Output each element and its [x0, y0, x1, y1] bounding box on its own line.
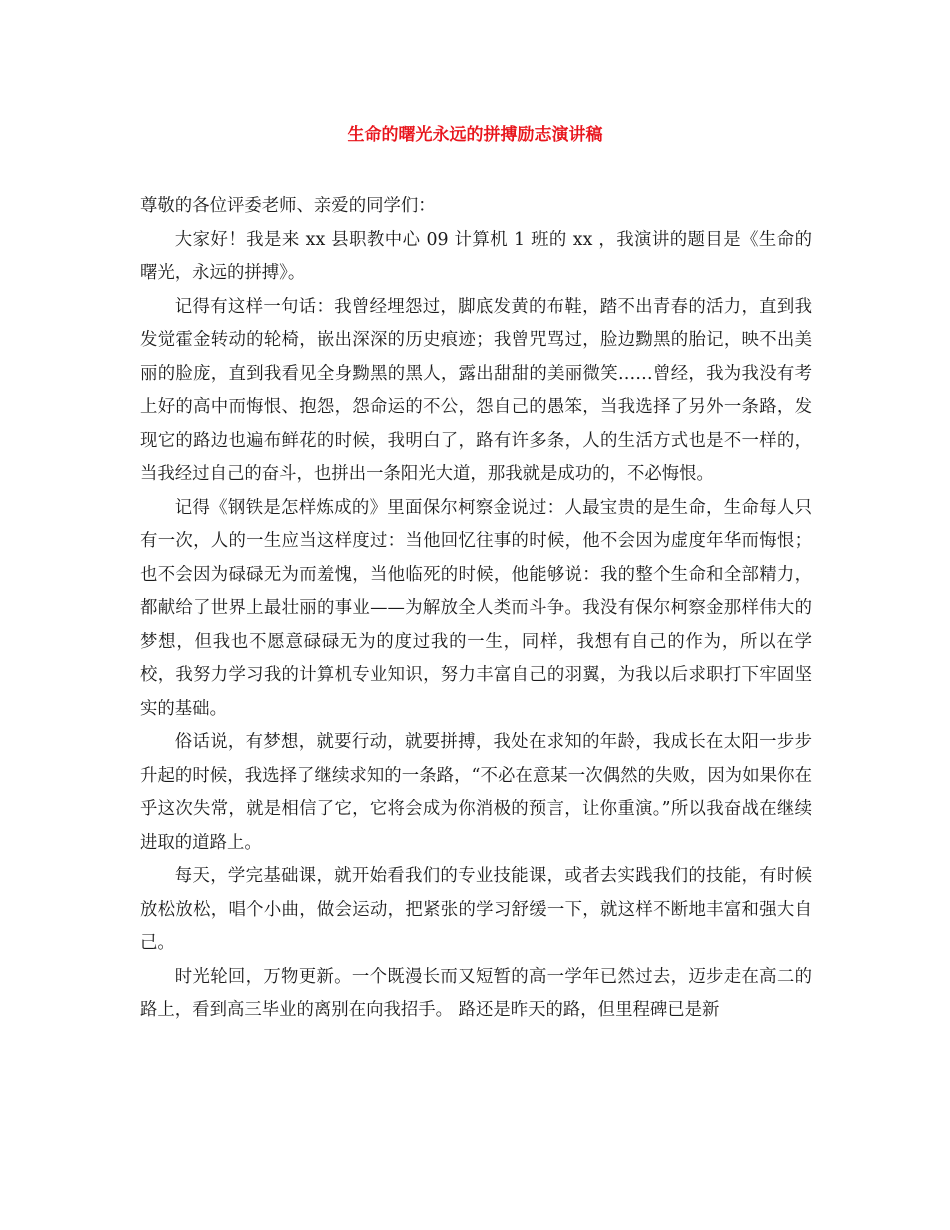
paragraph-4: 俗话说，有梦想，就要行动，就要拼搏，我处在求知的年龄，我成长在太阳一步步升起的时候，我选择了继续求知的一条路，“不必在意某一次偶然的失败，因为如果你在乎这次失常，就是相信了它，它将会成为你消极的预言，让你重演。”所以我奋战在继续进取的道路上。 [140, 732, 812, 853]
paragraph-3: 记得《钢铁是怎样炼成的》里面保尔柯察金说过：人最宝贵的是生命，生命每人只有一次，人的一生应当这样度过：当他回忆往事的时候，他不会因为虚度年华而悔恨；也不会因为碌碌无为而羞愧，当他临死的时候，他能够说：我的整个生命和全部精力，都献给了世界上最壮丽的事业——为解放全人类而斗争。我没有保尔柯察金那样伟大的梦想，但我也不愿意碌碌无为的度过我的一生，同样，我想有自己的作为，所以在学校，我努力学习我的计算机专业知识，努力丰富自己的羽翼，为我以后求职打下牢固坚实的基础。 [140, 497, 812, 719]
greeting-line: 尊敬的各位评委老师、亲爱的同学们： [140, 196, 436, 216]
paragraph-6: 时光轮回，万物更新。一个既漫长而又短暂的高一学年已然过去，迈步走在高二的路上，看到高三毕业的离别在向我招手。 路还是昨天的路，但里程碑已是新 [140, 966, 812, 1020]
document-title: 生命的曙光永远的拼搏励志演讲稿 [347, 125, 603, 145]
paragraph-5: 每天，学完基础课，就开始看我们的专业技能课，或者去实践我们的技能，有时候放松放松，唱个小曲，做会运动，把紧张的学习舒缓一下，就这样不断地丰富和强大自己。 [140, 866, 812, 953]
speech-body [140, 190, 812, 1028]
paragraph-2: 记得有这样一句话：我曾经埋怨过，脚底发黄的布鞋，踏不出青春的活力，直到我发觉霍金转动的轮椅，嵌出深深的历史痕迹；我曾咒骂过，脸边黝黑的胎记，映不出美丽的脸庞，直到我看见全身黝黑的黑人，露出甜甜的美丽微笑……曾经，我为我没有考上好的高中而悔恨、抱怨，怨命运的不公，怨自己的愚笨，当我选择了另外一条路，发现它的路边也遍布鲜花的时候，我明白了，路有许多条，人的生活方式也是不一样的，当我经过自己的奋斗，也拼出一条阳光大道，那我就是成功的，不必悔恨。 [140, 296, 812, 484]
paragraph-1: 大家好！我是来 xx 县职教中心 09 计算机 1 班的 xx ，我演讲的题目是《生命的曙光，永远的拼搏》。 [140, 229, 812, 283]
